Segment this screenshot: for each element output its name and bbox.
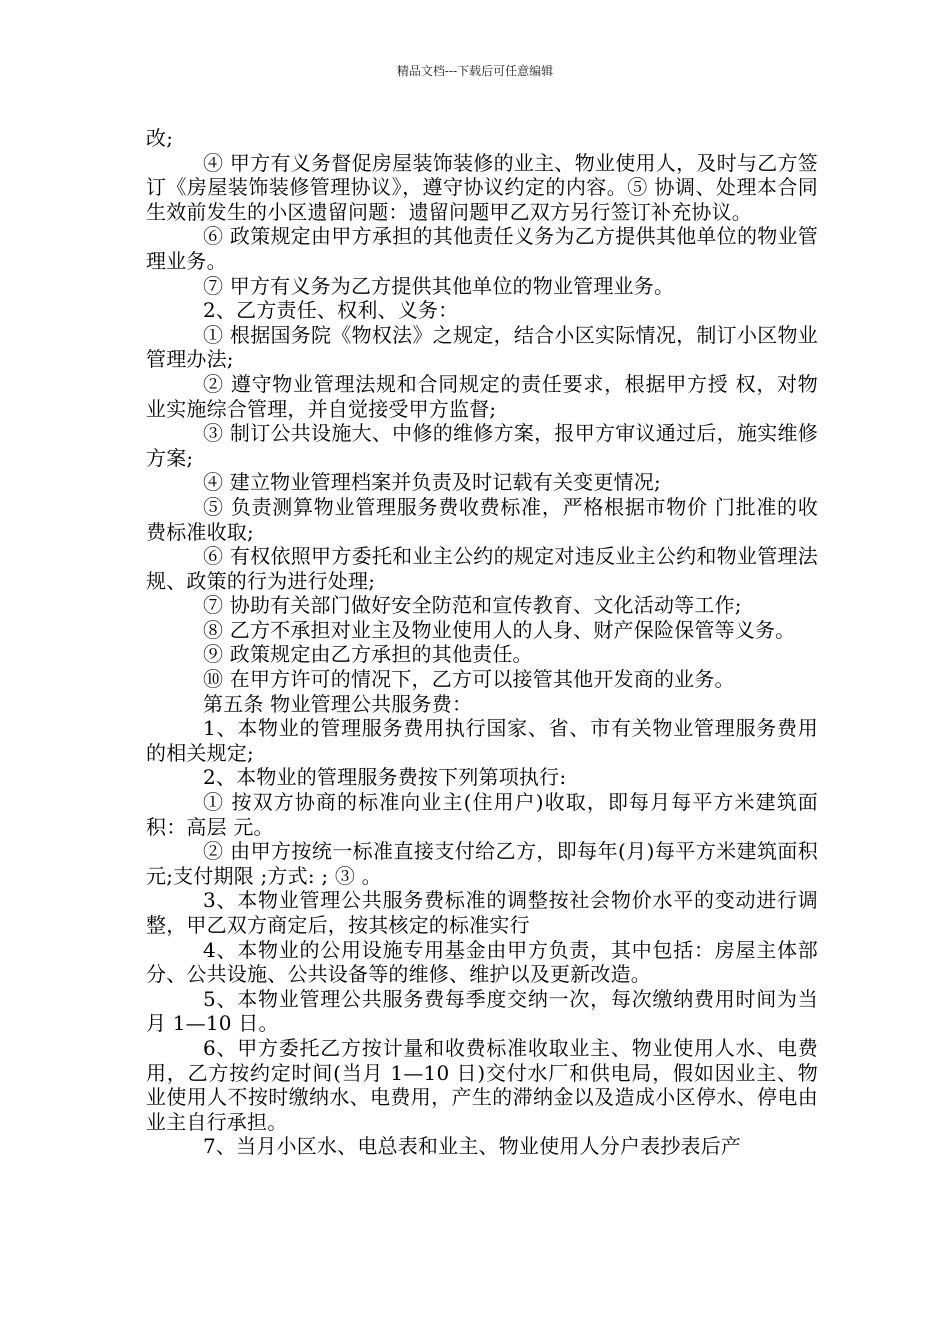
paragraph-5: 2、乙方责任、权利、义务： bbox=[203, 298, 459, 323]
paragraph-25: 7、当月小区水、电总表和业主、物业使用人分户表抄表后产 bbox=[203, 1134, 742, 1159]
paragraph-11: ⑥ 有权依照甲方委托和业主公约的规定对违反业主公约和物业管理法规、政策的行为进行处理; bbox=[146, 544, 818, 593]
paragraph-14: ⑨ 政策规定由乙方承担的其他责任。 bbox=[203, 642, 533, 667]
document-body bbox=[146, 126, 818, 1159]
paragraph-8: ③ 制订公共设施大、中修的维修方案，报甲方审议通过后，施实维修方案; bbox=[146, 421, 818, 470]
paragraph-9: ④ 建立物业管理档案并负责及时记载有关变更情况; bbox=[203, 470, 661, 495]
paragraph-2: ④ 甲方有义务督促房屋装饰装修的业主、物业使用人，及时与乙方签订《房屋装饰装修管理协议》，遵守协议约定的内容。⑤ 协调、处理本合同生效前发生的小区遗留问题：遗留问题甲乙双方另行签订补充协议。 bbox=[146, 150, 818, 224]
paragraph-22: 4、本物业的公用设施专用基金由甲方负责，其中包括：房屋主体部分、公共设施、公共设备等的维修、维护以及更新改造。 bbox=[146, 937, 818, 987]
paragraph-7: ② 遵守物业管理法规和合同规定的责任要求，根据甲方授 权，对物业实施综合管理，并自觉接受甲方监督; bbox=[146, 371, 818, 421]
paragraph-17: 1、本物业的管理服务费用执行国家、省、市有关物业管理服务费用的相关规定; bbox=[146, 716, 818, 765]
section-heading-article-5: 第五条 物业管理公共服务费： bbox=[203, 691, 473, 716]
paragraph-4: ⑦ 甲方有义务为乙方提供其他单位的物业管理业务。 bbox=[203, 273, 675, 298]
paragraph-12: ⑦ 协助有关部门做好安全防范和宣传教育、文化活动等工作; bbox=[203, 593, 742, 618]
paragraph-15: ⑩ 在甲方许可的情况下，乙方可以接管其他开发商的业务。 bbox=[203, 667, 735, 692]
paragraph-24: 6、甲方委托乙方按计量和收费标准收取业主、物业使用人水、电费用，乙方按约定时间(当月 1—10 日)交付水厂和供电局，假如因业主、物业使用人不按时缴纳水、电费用，产生的滞纳金以及造成小区停水、停电由业主自行承担。 bbox=[146, 1035, 818, 1134]
paragraph-13: ⑧ 乙方不承担对业主及物业使用人的人身、财产保险保管等义务。 bbox=[203, 617, 796, 642]
paragraph-18: 2、本物业的管理服务费按下列第项执行: bbox=[203, 765, 567, 790]
paragraph-3: ⑥ 政策规定由甲方承担的其他责任义务为乙方提供其他单位的物业管理业务。 bbox=[146, 224, 818, 273]
paragraph-21: 3、本物业管理公共服务费标准的调整按社会物价水平的变动进行调整，甲乙双方商定后，按其核定的标准实行 bbox=[146, 888, 818, 937]
paragraph-6: ① 根据国务院《物权法》之规定，结合小区实际情况，制订小区物业管理办法; bbox=[146, 322, 818, 372]
paragraph-10: ⑤ 负责测算物业管理服务费收费标准，严格根据市物价 门批准的收费标准收取; bbox=[146, 494, 818, 544]
paragraph-23: 5、本物业管理公共服务费每季度交纳一次，每次缴纳费用时间为当月 1—10 日。 bbox=[146, 986, 818, 1036]
page-header: 精品文档---下载后可任意编辑 bbox=[396, 64, 554, 78]
paragraph-1: 改; bbox=[146, 126, 174, 150]
paragraph-19: ① 按双方协商的标准向业主(住用户)收取，即每月每平方米建筑面积：高层 元。 bbox=[146, 790, 818, 839]
paragraph-20: ② 由甲方按统一标准直接支付给乙方，即每年(月)每平方米建筑面积 元;支付期限 ;方式: ; ③ 。 bbox=[146, 839, 818, 888]
